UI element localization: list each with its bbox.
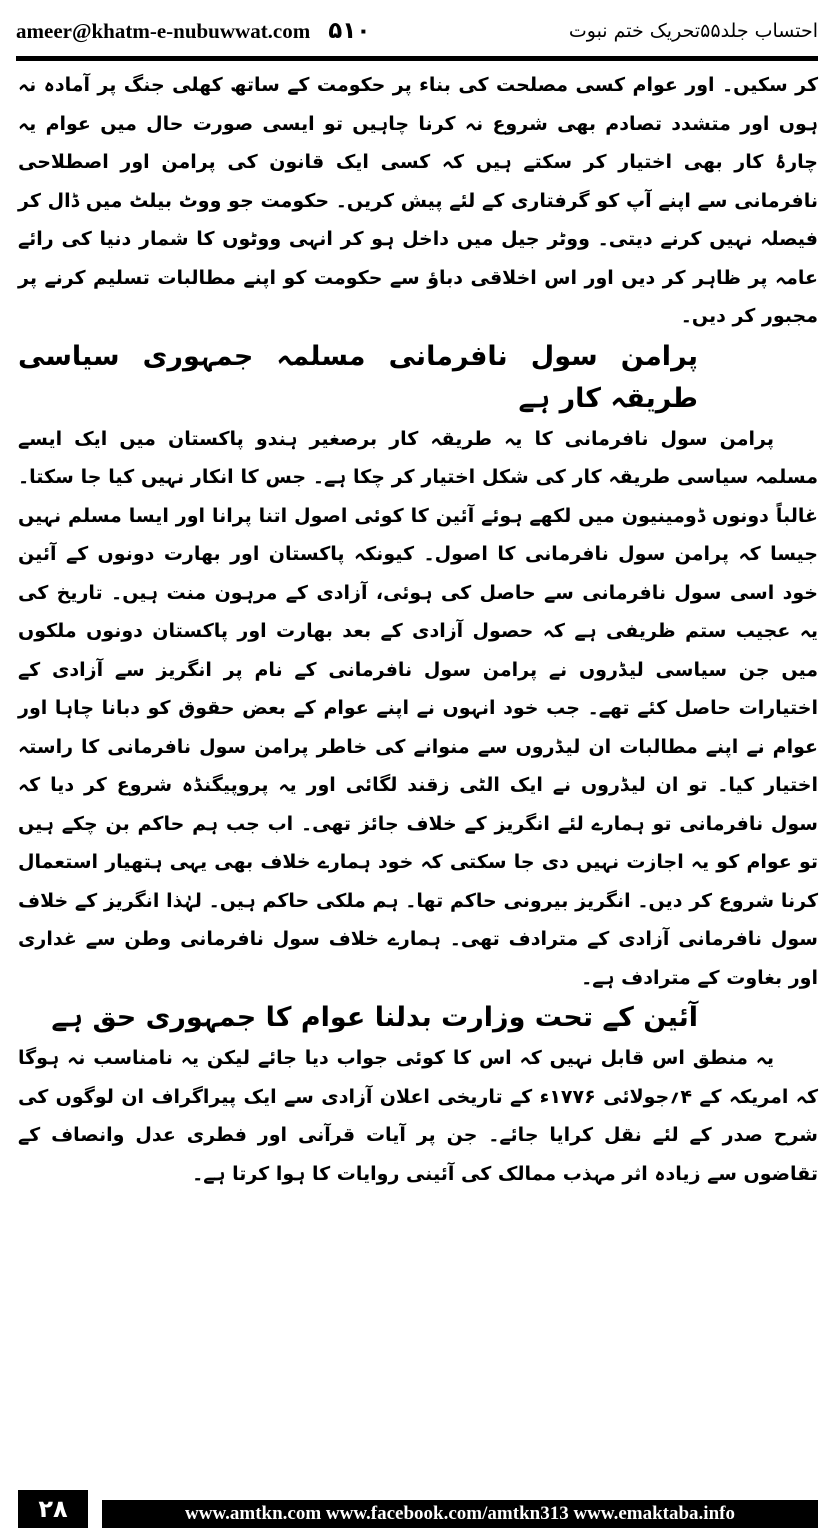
paragraph-2: پرامن سول نافرمانی کا یہ طریقہ کار برصغیر ہندو پاکستان میں ایک ایسے مسلمہ سیاسی طریقہ کار کی شکل اختیار کر چکا ہے۔ جس کا انکار نہیں کیا جا سکتا۔ غالباً دونوں ڈومینیون میں لکھے ہوئے آئین کا کوئی اصول اتنا پرانا اور ایسا مسلم نہیں جیسا کہ پرامن سول نافرمانی کا اصول۔ کیونکہ پاکستان اور بھارت دونوں کے آئین خود اسی سول نافرمانی سے حاصل کی ہوئی، آزادی کے مرہون منت ہیں۔ تاریخ کی یہ عجیب ستم ظریفی ہے کہ حصول آزادی کے بعد بھارت اور پاکستان دونوں ملکوں میں جن سیاسی لیڈروں نے پرامن سول نافرمانی کے نام پر انگریز سے آزادی کے اختیارات حاصل کئے تھے۔ جب خود انہوں نے اپنے عوام کے بعض حقوق کو دبانا چاہا اور عوام نے اپنے مطالبات ان لیڈروں سے منوانے کی خاطر پرامن سول نافرمانی کا راستہ اختیار کیا۔ تو ان لیڈروں نے ایک الٹی زقند لگائی اور یہ پروپیگنڈہ شروع کر دیا کہ سول نافرمانی تو ہمارے لئے انگریز کے خلاف جائز تھی۔ اب جب ہم حاکم بن چکے ہیں تو عوام کو یہ اجازت نہیں دی جا سکتی کہ خود ہمارے خلاف بھی یہی ہتھیار استعمال کرنا شروع کر دیں۔ انگریز بیرونی حاکم تھا۔ ہم ملکی حاکم ہیں۔ لہٰذا انگریز کے خلاف سول نافرمانی آزادی کے مترادف تھی۔ ہمارے خلاف سول نافرمانی وطن سے غداری اور بغاوت کے مترادف ہے۔ — [18, 427, 818, 989]
header-rule — [16, 56, 818, 61]
paragraph-3: یہ منطق اس قابل نہیں کہ اس کا کوئی جواب دیا جائے لیکن یہ نامناسب نہ ہوگا کہ امریکہ کے ۴؍جولائی ۱۷۷۶ء کے تاریخی اعلان آزادی سے ایک پیراگراف ان لوگوں کی شرح صدر کے لئے نقل کرایا جائے۔ جن پر آیات قرآنی اور فطری عدل وانصاف کے تقاضوں سے زیادہ اثر مہذب ممالک کی آئینی روایات کا ہوا کرتا ہے۔ — [18, 1047, 818, 1185]
paragraph-1: کر سکیں۔ اور عوام کسی مصلحت کی بناء پر حکومت کے ساتھ کھلی جنگ پر آمادہ نہ ہوں اور متشدد تصادم بھی شروع نہ کرنا چاہیں تو ایسی صورت حال میں عوام یہ چارۂ کار بھی اختیار کر سکتے ہیں کہ کسی ایک قانون کی پرامن اور اصطلاحی نافرمانی سے اپنے آپ کو گرفتاری کے لئے پیش کریں۔ حکومت جو ووٹ بیلٹ میں ڈال کر فیصلہ نہیں کرنے دیتی۔ ووٹر جیل میں داخل ہو کر انہی ووٹوں کا شمار دنیا کی رائے عامہ پر ظاہر کر دیں اور اس اخلاقی دباؤ سے حکومت کو اپنے مطالبات تسلیم کرنے پر مجبور کر دیں۔ — [18, 74, 818, 327]
heading-constitution: آئین کے تحت وزارت بدلنا عوام کا جمہوری حق ہے — [51, 1002, 698, 1033]
article-body — [18, 66, 818, 1454]
heading-civil-disobedience: پرامن سول نافرمانی مسلمہ جمہوری سیاسی طریقہ کار ہے — [18, 340, 698, 414]
header-email: ameer@khatm-e-nubuwwat.com — [16, 18, 311, 43]
page-footer — [18, 1490, 818, 1528]
footer-page-number: ۲۸ — [18, 1490, 88, 1528]
header-title: احتساب جلد۵۵تحریک ختم نبوت — [568, 20, 818, 42]
header-left — [16, 18, 370, 44]
page-header — [16, 14, 818, 48]
header-page-number: ۵۱۰ — [328, 18, 371, 44]
footer-links[interactable]: www.amtkn.com www.facebook.com/amtkn313 www.emaktaba.info — [102, 1500, 818, 1528]
